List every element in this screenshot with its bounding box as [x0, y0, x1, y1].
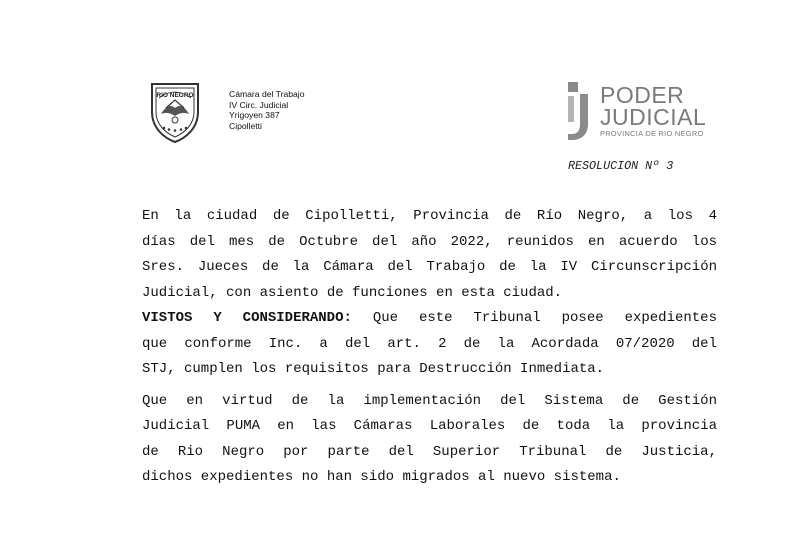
logo-line-poder: PODER	[600, 82, 685, 108]
resolution-title: RESOLUCION Nº 3	[568, 159, 674, 173]
address-line: Cámara del Trabajo	[229, 89, 305, 99]
body-line: Judicial, con asiento de funciones en esta ciudad.	[142, 284, 563, 301]
body-line: que conforme Inc. a del art. 2 de la Acordada 07/2020 del	[142, 335, 717, 352]
court-address	[229, 89, 304, 131]
address-line: Yrigoyen 387	[229, 110, 280, 121]
body-line: Sres. Jueces de la Cámara del Trabajo de la IV Circunscripción	[142, 259, 717, 275]
address-line: Cipolletti	[229, 120, 262, 131]
document-body	[142, 204, 717, 491]
seal-text: RIO NEGRO	[156, 92, 194, 99]
body-line: Que en virtud de la implementación del Sistema de Gestión	[142, 392, 717, 409]
vistos-label: VISTOS Y CONSIDERANDO:	[142, 310, 352, 326]
body-line: días del mes de Octubre del año 2022, reunidos en acuerdo los	[142, 233, 717, 250]
poder-judicial-logo-icon	[566, 80, 594, 142]
logo-line-province: PROVINCIA DE RIO NEGRO	[600, 129, 704, 138]
vistos-text: Que este Tribunal posee expedientes	[351, 310, 717, 326]
body-line: de Rio Negro por parte del Superior Tribunal de Justicia,	[142, 443, 717, 460]
address-line: IV Circ. Judicial	[229, 99, 289, 110]
rio-negro-seal-icon	[148, 78, 202, 144]
body-line: dichos expedientes no han sido migrados al nuevo sistema.	[142, 469, 621, 485]
poder-judicial-logo	[600, 84, 706, 138]
body-line: Judicial PUMA en las Cámaras Laborales de toda la provincia	[142, 418, 717, 434]
logo-line-judicial: JUDICIAL	[600, 104, 707, 130]
body-line: STJ, cumplen los requisitos para Destrucción Inmediata.	[142, 361, 605, 377]
body-line: En la ciudad de Cipolletti, Provincia de Río Negro, a los 4	[142, 208, 717, 224]
vistos-line	[142, 306, 717, 332]
